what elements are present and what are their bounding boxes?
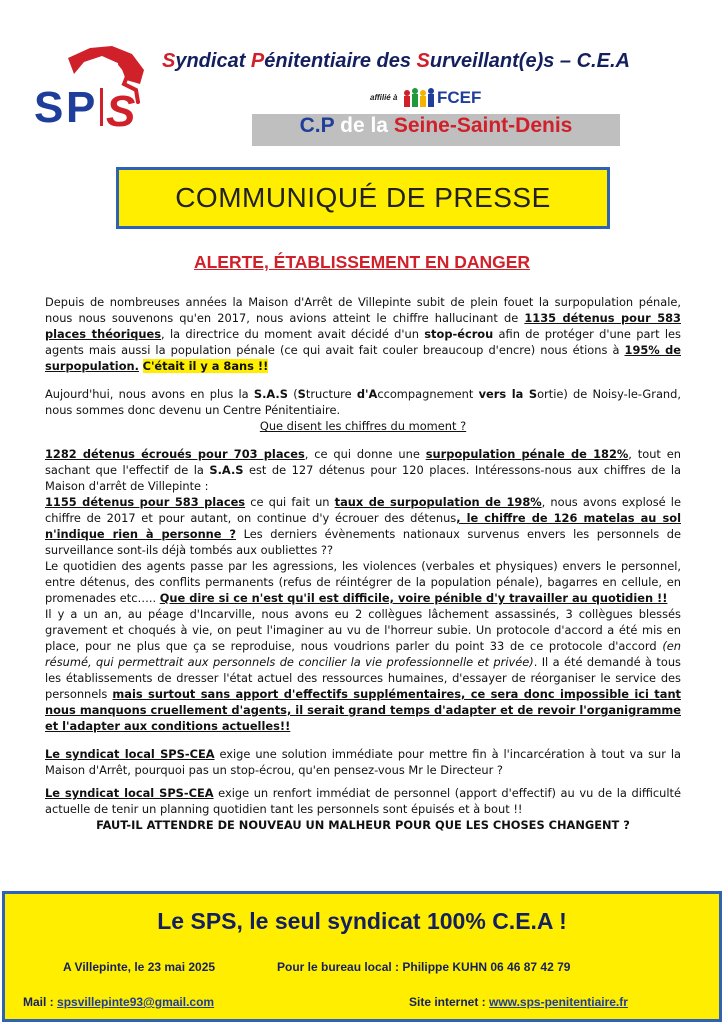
france-map-outline bbox=[68, 46, 144, 84]
mail-link[interactable]: spsvillepinte93@gmail.com bbox=[57, 995, 215, 1009]
paragraph-demand-staff: Le syndicat local SPS-CEA exige un renfort immédiat de personnel (apport d'effectif) au vu de la difficulté actuelle de tenir un planning quotidien tant les personnels sont épuisés et à bout !! bbox=[45, 786, 681, 816]
svg-text:P: P bbox=[66, 83, 96, 132]
paragraph-intro: Depuis de nombreuses années la Maison d'Arrêt de Villepinte subit de plein fouet la surpopulation pénale, nous nous souvenons qu'en 2017, nous avions atteint le chiffre hallucinant de 1135 détenus pour 583 places théoriques, la directrice du moment avait décidé d'un stop-écrou afin de protéger d'une part les agents mais aussi la population pénale (ce qui avait fait couler breaucoup d'encre) nous étions à 195% de surpopulation. C'était il y a 8ans !! bbox=[45, 295, 681, 373]
slogan: Le SPS, le seul syndicat 100% C.E.A ! bbox=[157, 908, 567, 934]
union-full-name: Syndicat Pénitentiaire des Surveillant(e)s – C.E.A bbox=[162, 50, 630, 72]
affiliation bbox=[370, 84, 493, 110]
paragraph-demand-stop-ecrou: Le syndicat local SPS-CEA exige une solution immédiate pour mettre fin à l'incarcération à tout va sur la Maison d'Arrêt, pourquoi pas un stop-écrou, qu'en pensez-vous Mr le Directeur ? bbox=[45, 747, 681, 777]
contact-info: Pour le bureau local : Philippe KUHN 06 46 87 42 79 bbox=[277, 960, 571, 974]
figures-question: Que disent les chiffres du moment ? bbox=[259, 419, 467, 433]
closing-question: FAUT-IL ATTENDRE DE NOUVEAU UN MALHEUR POUR QUE LES CHOSES CHANGENT ? bbox=[96, 818, 630, 832]
mail-line bbox=[23, 995, 214, 1009]
mail-label: Mail : bbox=[23, 995, 58, 1009]
fcef-logo-text: FCEF bbox=[437, 88, 482, 107]
sps-logo bbox=[28, 40, 154, 136]
svg-text:S: S bbox=[34, 83, 64, 132]
paragraph-sas: Aujourd'hui, nous avons en plus la S.A.S (Structure d'Accompagnement vers la Sortie) de Noisy-le-Grand, nous sommes donc devenu un Centre Pénitentiaire. bbox=[45, 387, 681, 417]
website-label: Site internet : bbox=[409, 995, 490, 1009]
website-link[interactable]: www.sps-penitentiaire.fr bbox=[489, 995, 628, 1009]
svg-text:S: S bbox=[106, 87, 136, 136]
local-section-banner: C.P de la Seine-Saint-Denis bbox=[252, 114, 620, 146]
fcef-logo bbox=[401, 85, 493, 109]
footer bbox=[2, 891, 722, 1022]
article-body bbox=[45, 294, 681, 833]
website-line bbox=[409, 995, 628, 1009]
press-release-title: COMMUNIQUÉ DE PRESSE bbox=[116, 167, 610, 229]
paragraph-villepinte-figures: 1155 détenus pour 583 places ce qui fait un taux de surpopulation de 198%, nous avons explosé le chiffre de 2017 et pour autant, on continue d'y écrouer des détenus, le chiffre de 126 matelas au sol n'indique rien à personne ? Les derniers évènements nationaux survenus envers les personnels de surveillance sont-ils déjà tombés aux oubliettes ?? bbox=[45, 495, 681, 557]
place-date: A Villepinte, le 23 mai 2025 bbox=[63, 960, 216, 974]
paragraph-figures: 1282 détenus écroués pour 703 places, ce qui donne une surpopulation pénale de 182%, tout en sachant que l'effectif de la S.A.S est de 127 détenus pour 120 places. Intéressons-nous aux chiffres de la Maison d'arrêt de Villepinte : bbox=[45, 447, 681, 493]
headline: ALERTE, ÉTABLISSEMENT EN DANGER bbox=[193, 252, 531, 272]
paragraph-incarville: Il y a un an, au péage d'Incarville, nous avons eu 2 collègues lâchement assassinés, 3 collègues blessés gravement et choqués à vie, on peut l'imaginer au vu de l'horreur subie. Un protocole d'accord a été mis en place, pour ne plus que ça se reproduise, nous voudrions parler du point 33 de ce protocole d'accord (en résumé, qui permettrait aux personnels de concilier la vie professionnelle et privée). Il a été demandé à tous les établissements de dresser l'état actuel des ressources humaines, d'essayer de réorganiser le service des personnels mais surtout sans apport d'effectifs supplémentaires, ce sera donc impossible ici tant nous manquons cruellement d'agents, il serait grand temps d'adapter et de revoir l'organigramme et l'adapter aux conditions actuelles!! bbox=[45, 607, 681, 733]
affiliation-label: affilié à bbox=[370, 92, 398, 102]
paragraph-daily-life: Le quotidien des agents passe par les agressions, les violences (verbales et physiques) envers le personnel, entre détenus, des conflits permanents (refus de réintégrer de la population pénale), bagarres en cellule, en promenades etc….. Que dire si ce n'est qu'il est difficile, voire pénible d'y travailler au quotidien !! bbox=[45, 559, 681, 605]
